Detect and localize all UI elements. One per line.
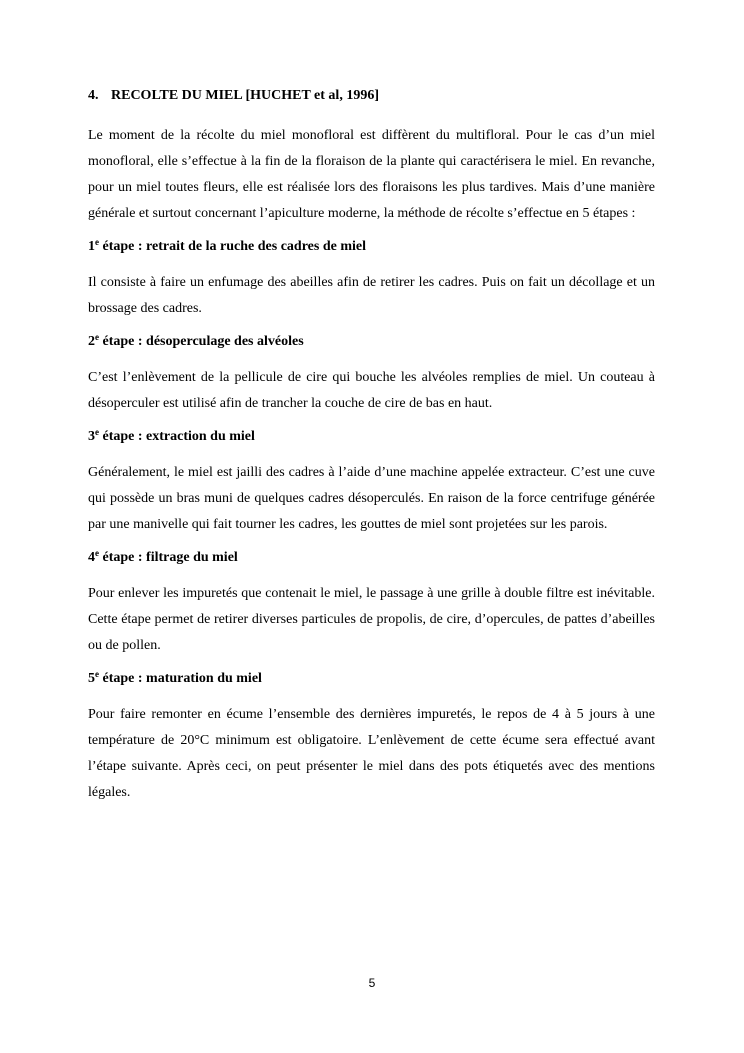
step-ordinal-superscript: e bbox=[95, 332, 99, 342]
step-number: 4 bbox=[88, 550, 95, 565]
step-number: 3 bbox=[88, 429, 95, 444]
step-ordinal-superscript: e bbox=[95, 548, 99, 558]
step-4-heading bbox=[88, 548, 655, 568]
step-5-paragraph: Pour faire remonter en écume l’ensemble des dernières impuretés, le repos de 4 à 5 jours à une température de 20°C minimum est obligatoire. L’enlèvement de cette écume sera effectué avant l’étape suivante. Après ceci, on peut présenter le miel dans des pots étiquetés avec des mentions légales. bbox=[88, 707, 655, 800]
page-content bbox=[88, 86, 655, 816]
step-number: 2 bbox=[88, 334, 95, 349]
step-2-paragraph: C’est l’enlèvement de la pellicule de cire qui bouche les alvéoles remplies de miel. Un couteau à désoperculer est utilisé afin de trancher la couche de cire de bas en haut. bbox=[88, 370, 655, 411]
step-4-paragraph: Pour enlever les impuretés que contenait le miel, le passage à une grille à double filtre est inévitable. Cette étape permet de retirer diverses particules de propolis, de cire, d’opercules, de pattes d’abeilles ou de pollen. bbox=[88, 586, 655, 653]
step-ordinal-superscript: e bbox=[95, 237, 99, 247]
step-2-heading bbox=[88, 332, 655, 352]
step-title: étape : filtrage du miel bbox=[99, 550, 238, 565]
section-number: 4. bbox=[88, 88, 99, 103]
intro-paragraph: Le moment de la récolte du miel monofloral est diffèrent du multifloral. Pour le cas d’un miel monofloral, elle s’effectue à la fin de la floraison de la plante qui caractérisera le miel. En revanche, pour un miel toutes fleurs, elle est réalisée lors des floraisons les plus tardives. Mais d’une manière générale et surtout concernant l’apiculture moderne, la méthode de récolte s’effectue en 5 étapes : bbox=[88, 128, 655, 221]
step-ordinal-superscript: e bbox=[95, 427, 99, 437]
step-number: 5 bbox=[88, 671, 95, 686]
section-heading bbox=[88, 86, 655, 106]
step-title: étape : désoperculage des alvéoles bbox=[99, 334, 304, 349]
step-ordinal-superscript: e bbox=[95, 669, 99, 679]
step-title: étape : retrait de la ruche des cadres de miel bbox=[99, 239, 366, 254]
page-number: 5 bbox=[368, 976, 376, 990]
step-3-paragraph: Généralement, le miel est jailli des cadres à l’aide d’une machine appelée extracteur. C’est une cuve qui possède un bras muni de quelques cadres désoperculés. En raison de la force centrifuge générée par une manivelle qui fait tourner les cadres, les gouttes de miel sont projetées sur les parois. bbox=[88, 465, 655, 532]
step-title: étape : maturation du miel bbox=[99, 671, 262, 686]
step-3-heading bbox=[88, 427, 655, 447]
step-number: 1 bbox=[88, 239, 95, 254]
step-title: étape : extraction du miel bbox=[99, 429, 255, 444]
step-1-paragraph: Il consiste à faire un enfumage des abeilles afin de retirer les cadres. Puis on fait un décollage et un brossage des cadres. bbox=[88, 275, 655, 316]
step-5-heading bbox=[88, 669, 655, 689]
step-1-heading bbox=[88, 237, 655, 257]
section-title: RECOLTE DU MIEL [HUCHET et al, 1996] bbox=[111, 88, 379, 103]
